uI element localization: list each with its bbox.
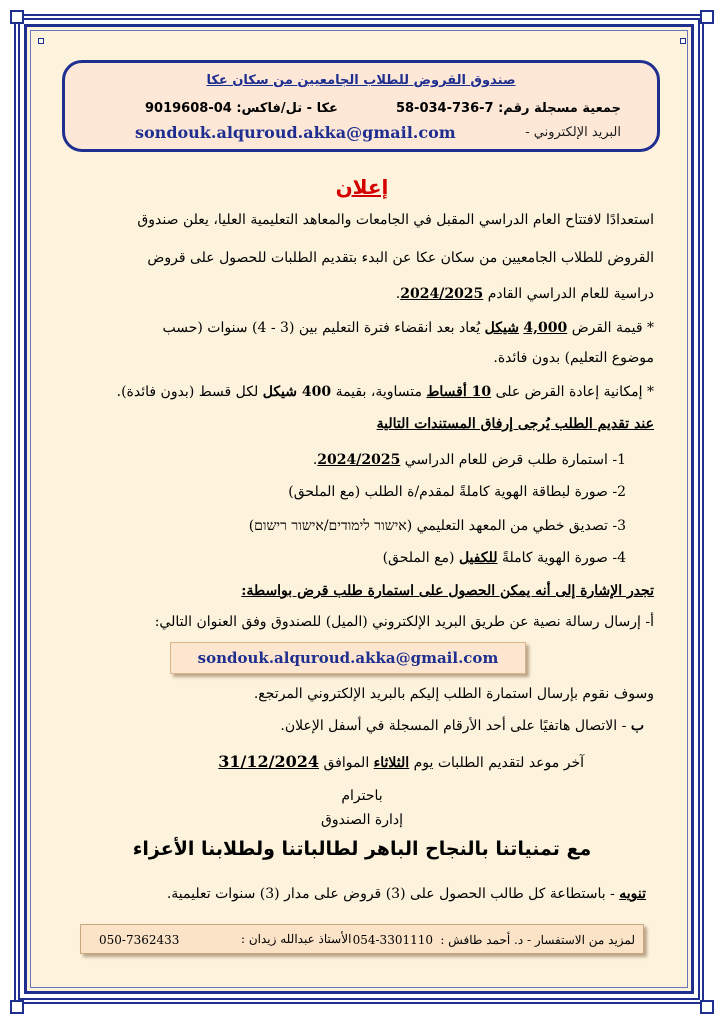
intro-line-2: القروض للطلاب الجامعيين من سكان عكا عن البدء بتقديم الطلبات للحصول على قروض (147, 250, 654, 266)
corner-ornament (38, 38, 44, 44)
corner-ornament (10, 10, 24, 24)
regards: باحترام (341, 788, 383, 804)
loan-amount: 4,000 (523, 320, 568, 336)
corner-ornament (700, 10, 714, 24)
document-item-4-suffix: (مع الملحق) (382, 550, 455, 566)
installments-suffix: لكل قسط (بدون فائدة). (116, 384, 259, 400)
document-item-3: 3- تصديق خطي من المعهد التعليمي (אישור לימודים/אישור רישום) (248, 518, 626, 534)
intro-line-3-text: دراسية للعام الدراسي القادم (487, 286, 654, 302)
document-item-1: 1- استمارة طلب قرض للعام الدراسي 2024/2025. (312, 452, 626, 468)
registration-number: جمعية مسجلة رقم: 7-736-034-58 (395, 101, 621, 116)
installment-amount: 400 شيكل (262, 384, 332, 400)
note-line (167, 886, 646, 902)
corner-ornament (10, 1000, 24, 1014)
deadline-day: الثلاثاء (373, 755, 410, 771)
option-b-text: - الاتصال هاتفيًا على أحد الأرقام المسجلة في أسفل الإعلان. (280, 718, 627, 734)
phone-fax: عكا - تل/فاكس: 04-9019608 (145, 101, 338, 116)
corner-ornament (680, 38, 686, 44)
header-email-link[interactable]: sondouk.alquroud.akka@gmail.com (135, 123, 456, 142)
installments-line (117, 384, 654, 400)
academic-year: 2024/2025 (400, 286, 484, 302)
organization-title: صندوق القروض للطلاب الجامعيين من سكان عكا (206, 73, 516, 88)
inquiry-label: لمزيد من الاستفسار - د. أحمد طافش : (440, 933, 635, 947)
application-email-link[interactable]: sondouk.alquroud.akka@gmail.com (170, 642, 526, 674)
wishes: مع تمنياتنا بالنجاح الباهر لطالباتنا ولطلابنا الأعزاء (132, 838, 592, 860)
installments-prefix: * إمكانية إعادة القرض على (495, 384, 654, 400)
loan-suffix: يُعاد بعد انقضاء فترة التعليم بين (3 - 4) سنوات (حسب (162, 320, 481, 336)
management: إدارة الصندوق (320, 812, 404, 828)
loan-prefix: * قيمة القرض (571, 320, 654, 336)
contact-2-label: الأستاذ عبدالله زيدان : (241, 932, 352, 946)
contact-footer (80, 924, 644, 954)
loan-line-2: موضوع التعليم) بدون فائدة. (493, 350, 654, 366)
phone-2: 050-7362433 (99, 933, 180, 947)
email-label: البريد الإلكتروني - (525, 125, 621, 140)
guarantor: للكفيل (458, 550, 498, 566)
intro-line-1: استعدادًا لافتتاح العام الدراسي المقبل في الجامعات والمعاهد التعليمية العليا، يعلن صندوق (137, 212, 654, 228)
installments-middle: متساوية، بقيمة (335, 384, 422, 400)
loan-line-1 (162, 320, 654, 336)
deadline-prefix: آخر موعد لتقديم الطلبات يوم (413, 755, 584, 771)
note-text: - باستطاعة كل طالب الحصول على (3) قروض على مدار (3) سنوات تعليمية. (166, 886, 615, 902)
header-box (62, 60, 660, 152)
note-label: تنويه (619, 886, 646, 902)
email-reply-note: وسوف نقوم بإرسال استمارة الطلب إليكم بالبريد الإلكتروني المرتجع. (253, 686, 654, 702)
installments-count: 10 أقساط (426, 384, 492, 400)
option-b-label: ب (630, 718, 644, 734)
deadline-line (218, 752, 584, 771)
document-item-4-prefix: 4- صورة الهوية كاملةً (501, 550, 626, 566)
form-note-heading: تجدر الإشارة إلى أنه يمكن الحصول على استمارة طلب قرض بواسطة: (241, 583, 654, 599)
intro-line-3: دراسية للعام الدراسي القادم 2024/2025. (395, 286, 654, 302)
loan-currency: شيكل (484, 320, 519, 336)
option-b (280, 718, 644, 734)
document-item-1-year: 2024/2025 (317, 452, 401, 468)
option-a: أ- إرسال رسالة نصية عن طريق البريد الإلكتروني (الميل) للصندوق وفق العنوان التالي: (154, 614, 654, 630)
announcement-title: إعلان (335, 175, 389, 199)
corner-ornament (700, 1000, 714, 1014)
documents-heading: عند تقديم الطلب يُرجى إرفاق المستندات التالية (376, 416, 654, 432)
deadline-middle: الموافق (323, 755, 370, 771)
document-item-1-text: 1- استمارة طلب قرض للعام الدراسي (404, 452, 626, 468)
document-item-4 (383, 550, 626, 566)
document-item-2: 2- صورة لبطاقة الهوية كاملةً لمقدم/ة الطلب (مع الملحق) (288, 484, 626, 500)
deadline-date: 31/12/2024 (218, 752, 320, 771)
phone-1: 054-3301110 (352, 933, 433, 947)
